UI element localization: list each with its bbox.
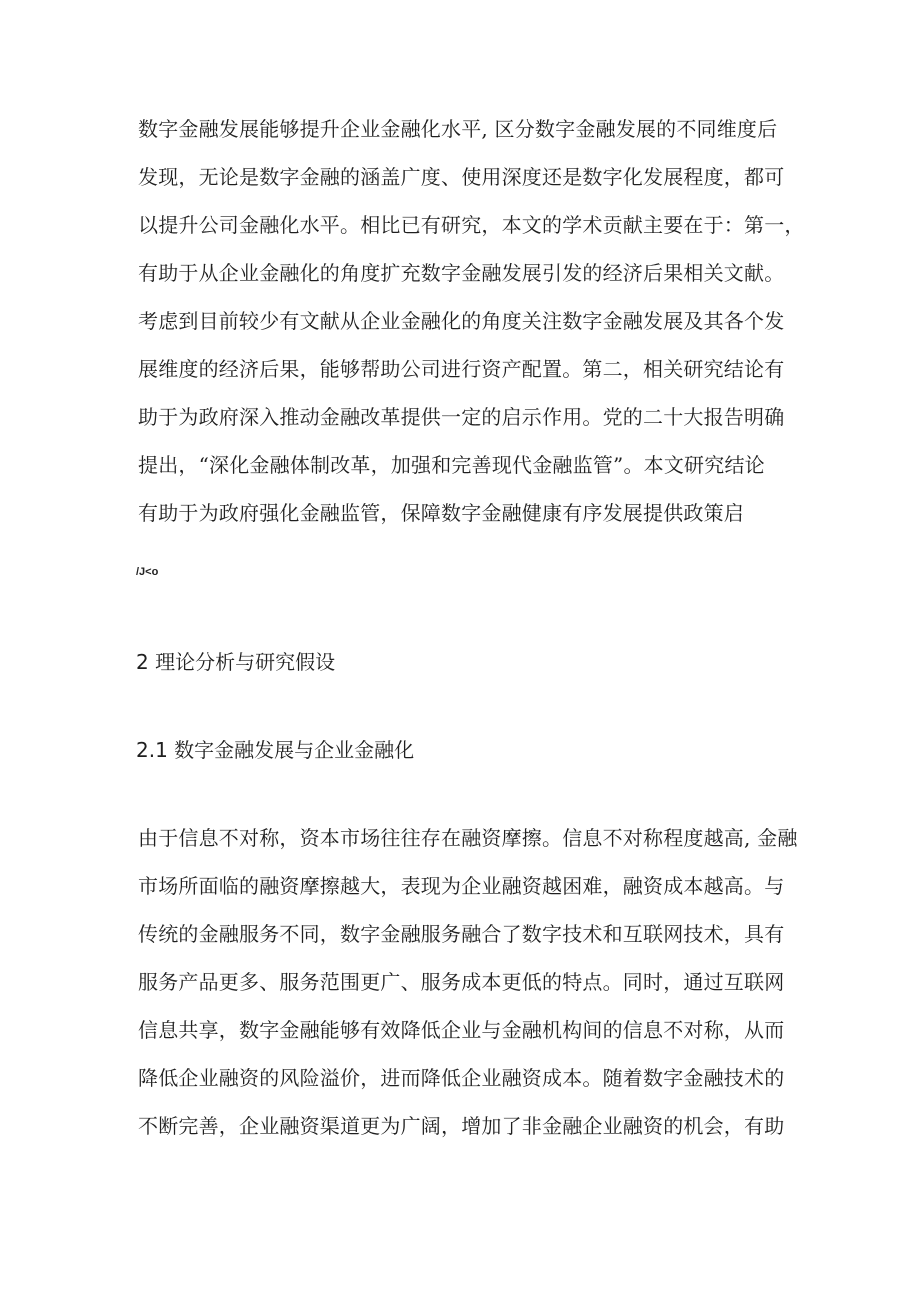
paragraph-2-line: 降低企业融资的风险溢价，进而降低企业融资成本。随着数字金融技术的 bbox=[138, 1066, 785, 1090]
paragraph-1-line: 以提升公司金融化水平。相比已有研究，本文的学术贡献主要在于：第一， bbox=[138, 213, 805, 237]
paragraph-1-line: 考虑到目前较少有文献从企业金融化的角度关注数字金融发展及其各个发 bbox=[138, 309, 785, 333]
paragraph-2-line: 不断完善，企业融资渠道更为广阔，增加了非金融企业融资的机会，有助 bbox=[138, 1114, 785, 1138]
paragraph-2-line: 市场所面临的融资摩擦越大，表现为企业融资越困难，融资成本越高。与 bbox=[138, 874, 785, 898]
paragraph-2-line: 传统的金融服务不同，数字金融服务融合了数字技术和互联网技术，具有 bbox=[138, 922, 785, 946]
paragraph-2-line: 信息共享，数字金融能够有效降低企业与金融机构间的信息不对称，从而 bbox=[138, 1018, 785, 1042]
paragraph-1-line: 助于为政府深入推动金融改革提供一定的启示作用。党的二十大报告明确 bbox=[138, 405, 785, 429]
paragraph-1-line: 有助于为政府强化金融监管，保障数字金融健康有序发展提供政策启 bbox=[138, 501, 744, 525]
paragraph-1-line: 展维度的经济后果，能够帮助公司进行资产配置。第二，相关研究结论有 bbox=[138, 357, 785, 381]
ocr-fragment-text: /J<o bbox=[136, 566, 159, 578]
paragraph-1-line: 提出，“深化金融体制改革，加强和完善现代金融监管”。本文研究结论 bbox=[138, 453, 765, 477]
paragraph-2-line: 由于信息不对称，资本市场往往存在融资摩擦。信息不对称程度越高, 金融 bbox=[138, 826, 798, 850]
subsection-heading: 2.1 数字金融发展与企业金融化 bbox=[136, 738, 415, 762]
paragraph-1-line: 有助于从企业金融化的角度扩充数字金融发展引发的经济后果相关文献。 bbox=[138, 261, 785, 285]
section-heading: 2 理论分析与研究假设 bbox=[136, 650, 336, 674]
paragraph-2-line: 服务产品更多、服务范围更广、服务成本更低的特点。同时，通过互联网 bbox=[138, 970, 785, 994]
paragraph-1-line: 数字金融发展能够提升企业金融化水平, 区分数字金融发展的不同维度后 bbox=[138, 117, 778, 141]
paragraph-1-line: 发现，无论是数字金融的涵盖广度、使用深度还是数字化发展程度，都可 bbox=[138, 165, 785, 189]
